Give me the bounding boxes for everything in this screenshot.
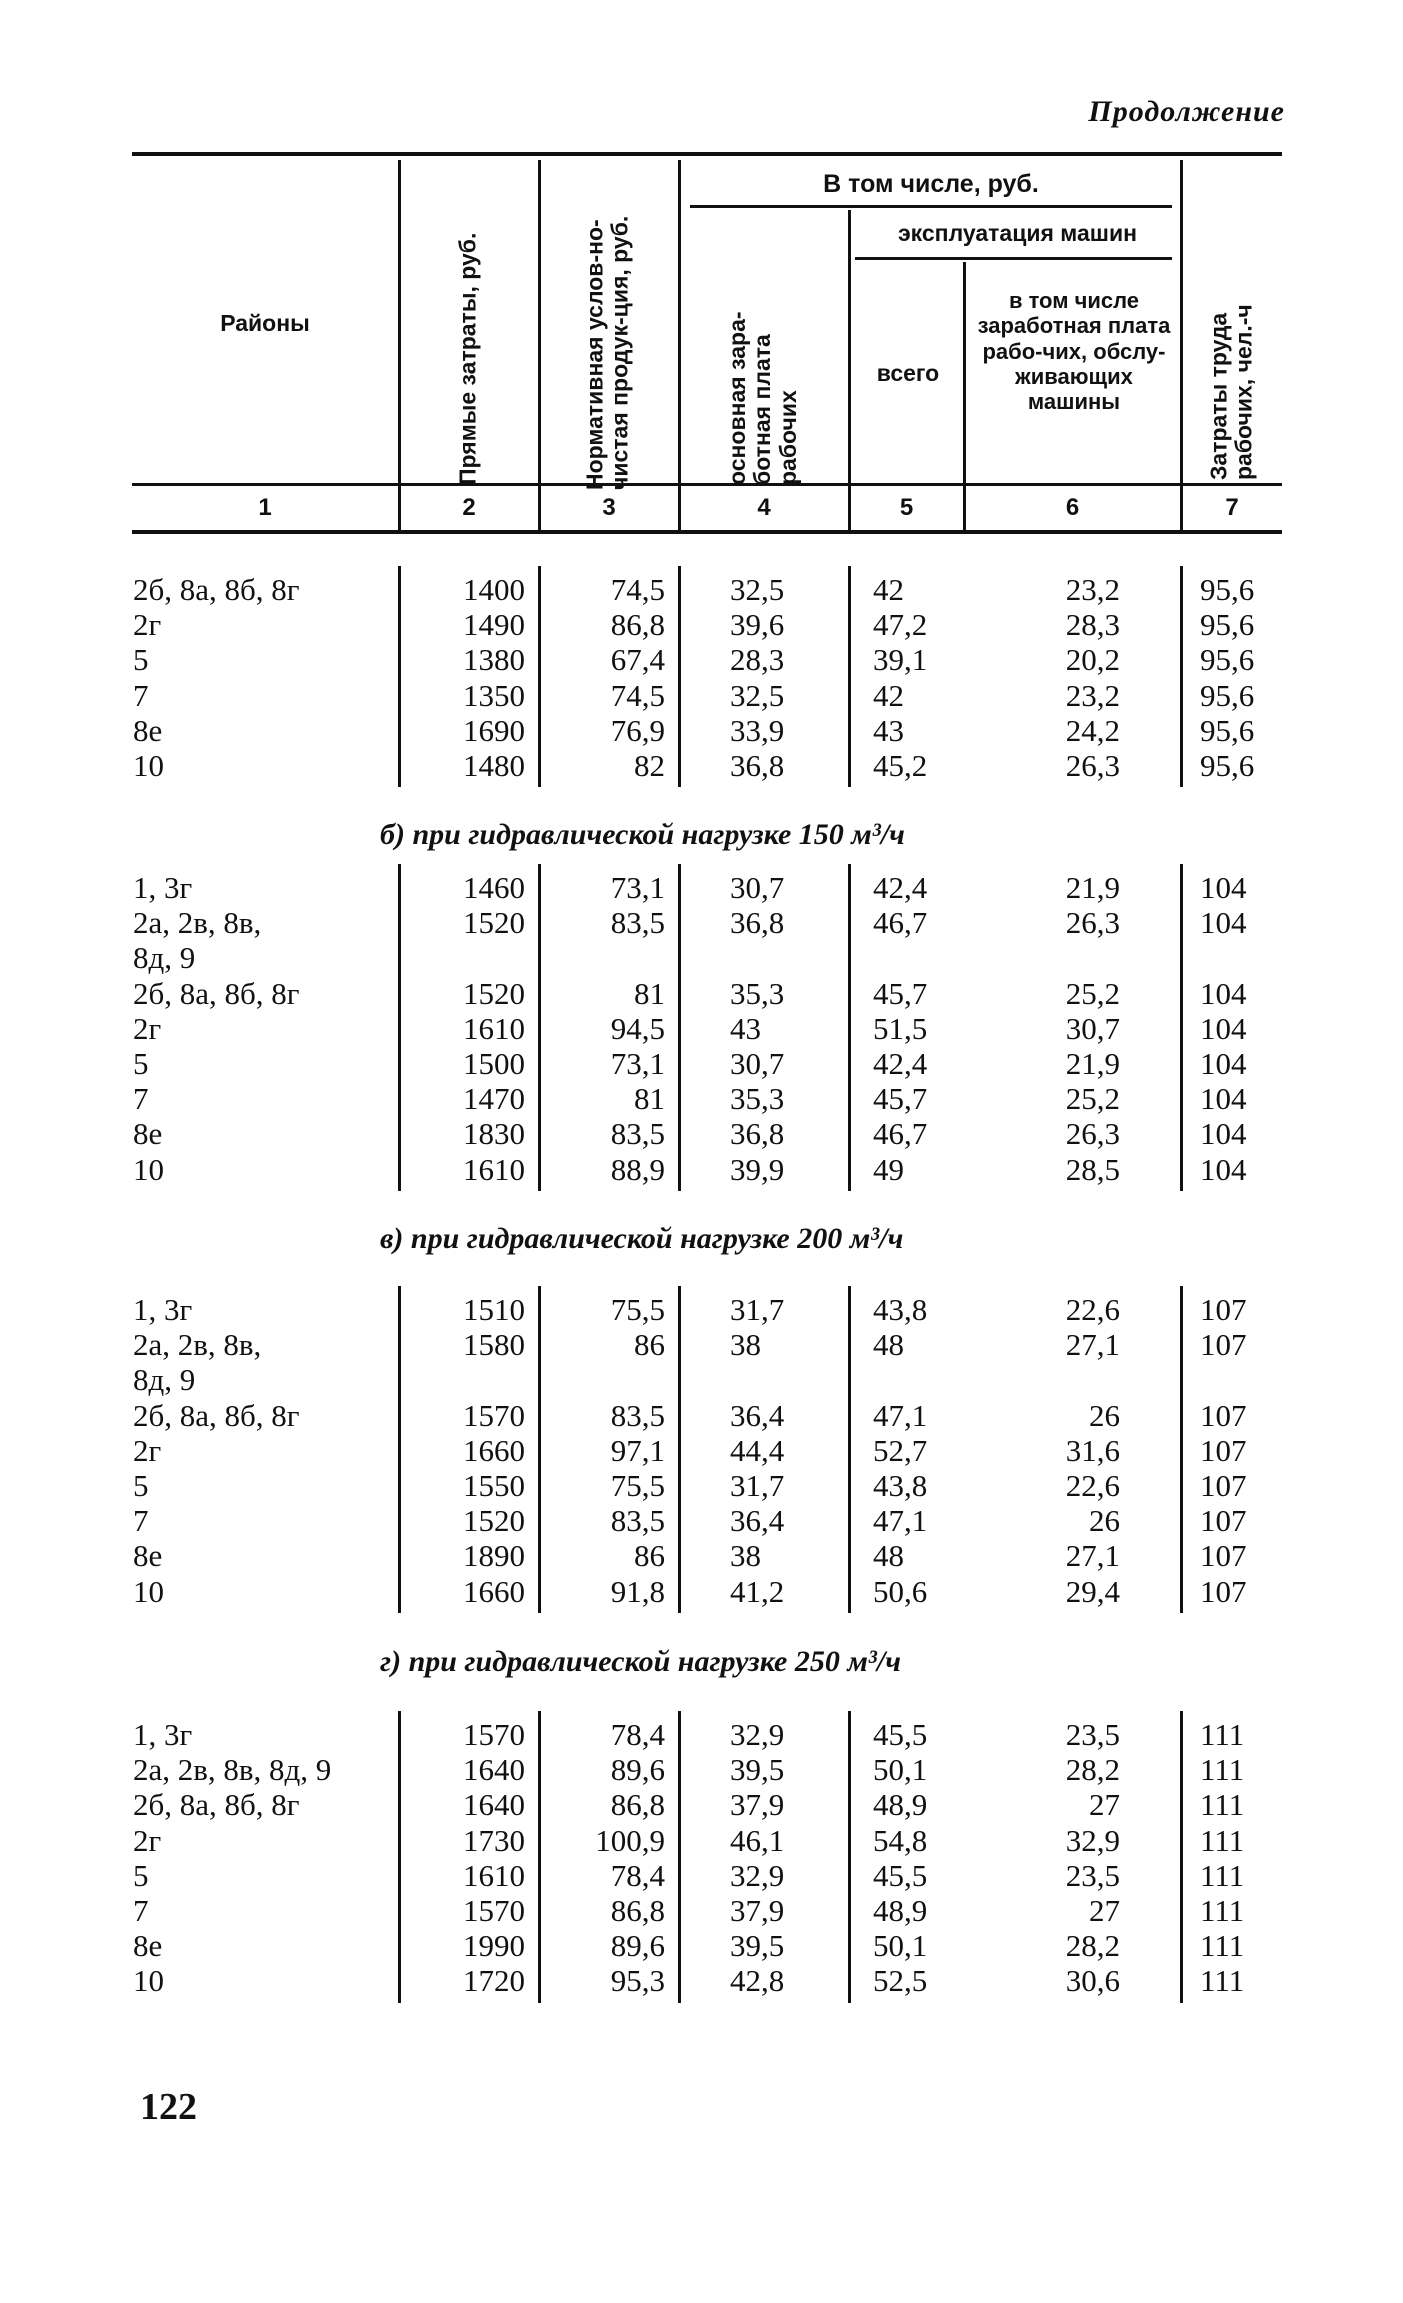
header-direct-costs: Прямые затраты, руб. bbox=[454, 232, 481, 485]
col-number: 2 bbox=[462, 494, 476, 521]
value-cell: 36,8 bbox=[730, 905, 785, 941]
value-cell: 27,1 bbox=[1065, 1327, 1120, 1363]
value-cell: 1520 bbox=[463, 905, 525, 941]
value-cell: 1610 bbox=[463, 1857, 525, 1893]
value-cell: 1510 bbox=[463, 1292, 525, 1327]
value-cell: 78,4 bbox=[610, 1717, 665, 1752]
header-bottom-rule bbox=[132, 483, 1282, 486]
value-cell: 1580 bbox=[463, 1327, 525, 1363]
header-districts: Районы bbox=[220, 310, 310, 336]
district-cell: 8е bbox=[133, 1538, 163, 1574]
header-divider bbox=[538, 160, 541, 532]
value-cell: 31,6 bbox=[1065, 1432, 1120, 1468]
district-cell: 2г bbox=[133, 1432, 162, 1468]
value-cell: 25,2 bbox=[1065, 1081, 1120, 1117]
value-cell: 36,4 bbox=[730, 1503, 785, 1539]
value-cell: 38 bbox=[730, 1538, 761, 1574]
table-row bbox=[0, 905, 1403, 940]
value-cell: 107 bbox=[1200, 1468, 1247, 1503]
value-cell: 28,5 bbox=[1065, 1151, 1120, 1187]
table-row bbox=[0, 940, 1403, 975]
header-divider bbox=[963, 262, 966, 532]
value-cell: 22,6 bbox=[1065, 1292, 1120, 1327]
table-top-rule bbox=[132, 152, 1282, 156]
value-cell: 30,7 bbox=[730, 1046, 785, 1081]
value-cell: 1520 bbox=[463, 975, 525, 1011]
value-cell: 107 bbox=[1200, 1432, 1247, 1468]
value-cell: 88,9 bbox=[610, 1151, 665, 1187]
value-cell: 36,4 bbox=[730, 1397, 785, 1433]
value-cell: 52,5 bbox=[873, 1963, 928, 1999]
value-cell: 23,2 bbox=[1065, 677, 1120, 713]
table-row bbox=[0, 1152, 1403, 1187]
value-cell: 74,5 bbox=[610, 572, 665, 607]
value-cell: 32,9 bbox=[730, 1717, 785, 1752]
value-cell: 91,8 bbox=[610, 1573, 665, 1609]
value-cell: 46,1 bbox=[730, 1822, 785, 1858]
value-cell: 46,7 bbox=[873, 905, 928, 941]
value-cell: 111 bbox=[1200, 1857, 1245, 1893]
value-cell: 37,9 bbox=[730, 1787, 785, 1823]
value-cell: 42,8 bbox=[730, 1963, 785, 1999]
header-total: всего bbox=[876, 360, 940, 386]
value-cell: 95,6 bbox=[1200, 748, 1255, 783]
district-cell: 2а, 2в, 8в, bbox=[133, 905, 262, 941]
district-cell: 8д, 9 bbox=[133, 1362, 196, 1398]
district-cell: 1, 3г bbox=[133, 1717, 193, 1752]
district-cell: 2б, 8а, 8б, 8г bbox=[133, 572, 300, 607]
value-cell: 43,8 bbox=[873, 1468, 928, 1503]
table-row bbox=[0, 1362, 1403, 1397]
value-cell: 26,3 bbox=[1065, 1116, 1120, 1152]
value-cell: 45,5 bbox=[873, 1857, 928, 1893]
header-base-wage: основная зара-ботная плата рабочих bbox=[724, 311, 801, 485]
table-row bbox=[0, 1433, 1403, 1468]
value-cell: 104 bbox=[1200, 1081, 1247, 1117]
value-cell: 23,5 bbox=[1065, 1717, 1120, 1752]
district-cell: 5 bbox=[133, 642, 149, 678]
district-cell: 2г bbox=[133, 1010, 162, 1046]
value-cell: 86 bbox=[634, 1327, 665, 1363]
value-cell: 83,5 bbox=[610, 1503, 665, 1539]
value-cell: 111 bbox=[1200, 1717, 1245, 1752]
value-cell: 50,1 bbox=[873, 1928, 928, 1964]
continuation-label: Продолжение bbox=[1088, 95, 1285, 128]
table-row bbox=[0, 748, 1403, 783]
col-number: 6 bbox=[1065, 494, 1080, 521]
value-cell: 86,8 bbox=[610, 607, 665, 643]
numbers-bottom-rule bbox=[132, 530, 1282, 534]
district-cell: 1, 3г bbox=[133, 1292, 193, 1327]
value-cell: 36,8 bbox=[730, 748, 785, 783]
header-group: В том числе, руб. bbox=[823, 170, 1039, 198]
col-number: 5 bbox=[899, 494, 914, 521]
subgroup-rule bbox=[855, 257, 1172, 260]
district-cell: 2г bbox=[133, 1822, 162, 1858]
value-cell: 54,8 bbox=[873, 1822, 928, 1858]
table-row bbox=[0, 976, 1403, 1011]
table-row bbox=[0, 713, 1403, 748]
value-cell: 1380 bbox=[463, 642, 525, 678]
value-cell: 1460 bbox=[463, 870, 525, 905]
district-cell: 10 bbox=[133, 1573, 164, 1609]
value-cell: 32,9 bbox=[1065, 1822, 1120, 1858]
table-row bbox=[0, 1011, 1403, 1046]
district-cell: 2а, 2в, 8в, bbox=[133, 1327, 262, 1363]
value-cell: 95,6 bbox=[1200, 572, 1255, 607]
value-cell: 1610 bbox=[463, 1151, 525, 1187]
value-cell: 1570 bbox=[463, 1397, 525, 1433]
value-cell: 42 bbox=[873, 677, 904, 713]
value-cell: 1610 bbox=[463, 1010, 525, 1046]
page-number: 122 bbox=[140, 2086, 197, 2128]
district-cell: 8е bbox=[133, 712, 163, 748]
value-cell: 26 bbox=[1089, 1397, 1120, 1433]
value-cell: 41,2 bbox=[730, 1573, 785, 1609]
value-cell: 1570 bbox=[463, 1717, 525, 1752]
value-cell: 1990 bbox=[463, 1928, 525, 1964]
value-cell: 35,3 bbox=[730, 1081, 785, 1117]
district-cell: 7 bbox=[133, 1081, 149, 1117]
value-cell: 36,8 bbox=[730, 1116, 785, 1152]
col-number: 7 bbox=[1225, 494, 1239, 521]
value-cell: 100,9 bbox=[595, 1822, 665, 1858]
district-cell: 2б, 8а, 8б, 8г bbox=[133, 1787, 300, 1823]
value-cell: 1890 bbox=[463, 1538, 525, 1574]
value-cell: 95,6 bbox=[1200, 712, 1255, 748]
value-cell: 31,7 bbox=[730, 1292, 785, 1327]
value-cell: 1730 bbox=[463, 1822, 525, 1858]
value-cell: 73,1 bbox=[610, 870, 665, 905]
value-cell: 1640 bbox=[463, 1752, 525, 1788]
value-cell: 111 bbox=[1200, 1787, 1245, 1823]
value-cell: 27 bbox=[1089, 1787, 1120, 1823]
value-cell: 38 bbox=[730, 1327, 761, 1363]
value-cell: 1490 bbox=[463, 607, 525, 643]
table-row bbox=[0, 1081, 1403, 1116]
section-title-v: в) при гидравлической нагрузке 200 м³/ч bbox=[380, 1222, 904, 1255]
table-row bbox=[0, 1046, 1403, 1081]
district-cell: 10 bbox=[133, 748, 164, 783]
value-cell: 22,6 bbox=[1065, 1468, 1120, 1503]
value-cell: 35,3 bbox=[730, 975, 785, 1011]
value-cell: 50,6 bbox=[873, 1573, 928, 1609]
value-cell: 31,7 bbox=[730, 1468, 785, 1503]
value-cell: 20,2 bbox=[1065, 642, 1120, 678]
district-cell: 7 bbox=[133, 1503, 149, 1539]
header-divider bbox=[1180, 160, 1183, 532]
value-cell: 32,5 bbox=[730, 572, 785, 607]
value-cell: 48,9 bbox=[873, 1787, 928, 1823]
district-cell: 1, 3г bbox=[133, 870, 193, 905]
value-cell: 111 bbox=[1200, 1822, 1245, 1858]
table-row bbox=[0, 1574, 1403, 1609]
table-row bbox=[0, 1116, 1403, 1151]
value-cell: 23,5 bbox=[1065, 1857, 1120, 1893]
value-cell: 104 bbox=[1200, 1010, 1247, 1046]
table-row bbox=[0, 678, 1403, 713]
value-cell: 78,4 bbox=[610, 1857, 665, 1893]
district-cell: 2б, 8а, 8б, 8г bbox=[133, 1397, 300, 1433]
header-machine-operation: эксплуатация машин bbox=[897, 220, 1138, 246]
table-row bbox=[0, 572, 1403, 607]
value-cell: 95,6 bbox=[1200, 607, 1255, 643]
value-cell: 42,4 bbox=[873, 870, 928, 905]
value-cell: 39,9 bbox=[730, 1151, 785, 1187]
value-cell: 107 bbox=[1200, 1538, 1247, 1574]
value-cell: 104 bbox=[1200, 975, 1247, 1011]
table-row bbox=[0, 870, 1403, 905]
table-row bbox=[0, 1823, 1403, 1858]
value-cell: 26 bbox=[1089, 1503, 1120, 1539]
value-cell: 39,5 bbox=[730, 1928, 785, 1964]
value-cell: 111 bbox=[1200, 1893, 1245, 1928]
value-cell: 111 bbox=[1200, 1963, 1245, 1999]
value-cell: 45,7 bbox=[873, 975, 928, 1011]
value-cell: 28,2 bbox=[1065, 1928, 1120, 1964]
value-cell: 89,6 bbox=[610, 1752, 665, 1788]
table-row bbox=[0, 1752, 1403, 1787]
value-cell: 83,5 bbox=[610, 1397, 665, 1433]
table-row bbox=[0, 1963, 1403, 1998]
value-cell: 50,1 bbox=[873, 1752, 928, 1788]
district-cell: 10 bbox=[133, 1963, 164, 1999]
value-cell: 42 bbox=[873, 572, 904, 607]
value-cell: 32,9 bbox=[730, 1857, 785, 1893]
value-cell: 95,3 bbox=[610, 1963, 665, 1999]
district-cell: 7 bbox=[133, 677, 149, 713]
value-cell: 1690 bbox=[463, 712, 525, 748]
table-row bbox=[0, 1893, 1403, 1928]
value-cell: 74,5 bbox=[610, 677, 665, 713]
value-cell: 67,4 bbox=[610, 642, 665, 678]
value-cell: 95,6 bbox=[1200, 677, 1255, 713]
value-cell: 48,9 bbox=[873, 1893, 928, 1928]
value-cell: 111 bbox=[1200, 1928, 1245, 1964]
section-title-b: б) при гидравлической нагрузке 150 м³/ч bbox=[380, 818, 905, 851]
table-row bbox=[0, 1717, 1403, 1752]
value-cell: 26,3 bbox=[1065, 748, 1120, 783]
value-cell: 30,7 bbox=[730, 870, 785, 905]
value-cell: 95,6 bbox=[1200, 642, 1255, 678]
header-divider bbox=[848, 210, 851, 532]
value-cell: 45,5 bbox=[873, 1717, 928, 1752]
value-cell: 1480 bbox=[463, 748, 525, 783]
value-cell: 83,5 bbox=[610, 905, 665, 941]
value-cell: 94,5 bbox=[610, 1010, 665, 1046]
table-row bbox=[0, 1327, 1403, 1362]
table-row bbox=[0, 1398, 1403, 1433]
value-cell: 52,7 bbox=[873, 1432, 928, 1468]
value-cell: 27,1 bbox=[1065, 1538, 1120, 1574]
value-cell: 46,7 bbox=[873, 1116, 928, 1152]
value-cell: 107 bbox=[1200, 1397, 1247, 1433]
table-row bbox=[0, 607, 1403, 642]
value-cell: 30,7 bbox=[1065, 1010, 1120, 1046]
header-labor: Затраты труда рабочих, чел.-ч bbox=[1205, 304, 1257, 480]
value-cell: 45,7 bbox=[873, 1081, 928, 1117]
table-row bbox=[0, 1292, 1403, 1327]
value-cell: 81 bbox=[634, 1081, 665, 1117]
value-cell: 86,8 bbox=[610, 1893, 665, 1928]
district-cell: 8е bbox=[133, 1928, 163, 1964]
value-cell: 104 bbox=[1200, 1116, 1247, 1152]
value-cell: 47,2 bbox=[873, 607, 928, 643]
value-cell: 82 bbox=[634, 748, 665, 783]
district-cell: 5 bbox=[133, 1468, 149, 1503]
value-cell: 43 bbox=[873, 712, 904, 748]
value-cell: 51,5 bbox=[873, 1010, 928, 1046]
value-cell: 107 bbox=[1200, 1503, 1247, 1539]
value-cell: 104 bbox=[1200, 1151, 1247, 1187]
value-cell: 28,2 bbox=[1065, 1752, 1120, 1788]
value-cell: 39,1 bbox=[873, 642, 928, 678]
value-cell: 1520 bbox=[463, 1503, 525, 1539]
value-cell: 39,6 bbox=[730, 607, 785, 643]
header-divider bbox=[678, 160, 681, 532]
header-net-product: Нормативная услов-но-чистая продук-ция, руб. bbox=[581, 215, 633, 490]
group-rule bbox=[690, 205, 1172, 208]
value-cell: 89,6 bbox=[610, 1928, 665, 1964]
value-cell: 21,9 bbox=[1065, 870, 1120, 905]
value-cell: 42,4 bbox=[873, 1046, 928, 1081]
header-machine-wage: в том числе заработная плата рабо-чих, обслу-живающих машины bbox=[977, 288, 1171, 415]
value-cell: 75,5 bbox=[610, 1292, 665, 1327]
value-cell: 27 bbox=[1089, 1893, 1120, 1928]
district-cell: 2б, 8а, 8б, 8г bbox=[133, 975, 300, 1011]
table-row bbox=[0, 1538, 1403, 1573]
value-cell: 75,5 bbox=[610, 1468, 665, 1503]
table-row bbox=[0, 1468, 1403, 1503]
value-cell: 26,3 bbox=[1065, 905, 1120, 941]
value-cell: 104 bbox=[1200, 870, 1247, 905]
value-cell: 1350 bbox=[463, 677, 525, 713]
value-cell: 86,8 bbox=[610, 1787, 665, 1823]
value-cell: 107 bbox=[1200, 1292, 1247, 1327]
district-cell: 5 bbox=[133, 1046, 149, 1081]
value-cell: 48 bbox=[873, 1327, 904, 1363]
value-cell: 47,1 bbox=[873, 1503, 928, 1539]
value-cell: 104 bbox=[1200, 1046, 1247, 1081]
value-cell: 104 bbox=[1200, 905, 1247, 941]
value-cell: 86 bbox=[634, 1538, 665, 1574]
value-cell: 48 bbox=[873, 1538, 904, 1574]
table-row bbox=[0, 1503, 1403, 1538]
value-cell: 1500 bbox=[463, 1046, 525, 1081]
value-cell: 45,2 bbox=[873, 748, 928, 783]
value-cell: 28,3 bbox=[730, 642, 785, 678]
value-cell: 1660 bbox=[463, 1432, 525, 1468]
value-cell: 43 bbox=[730, 1010, 761, 1046]
district-cell: 7 bbox=[133, 1893, 149, 1928]
value-cell: 23,2 bbox=[1065, 572, 1120, 607]
value-cell: 1400 bbox=[463, 572, 525, 607]
value-cell: 37,9 bbox=[730, 1893, 785, 1928]
value-cell: 1570 bbox=[463, 1893, 525, 1928]
value-cell: 1660 bbox=[463, 1573, 525, 1609]
value-cell: 107 bbox=[1200, 1573, 1247, 1609]
value-cell: 83,5 bbox=[610, 1116, 665, 1152]
value-cell: 97,1 bbox=[610, 1432, 665, 1468]
district-cell: 2а, 2в, 8в, 8д, 9 bbox=[133, 1752, 332, 1788]
value-cell: 33,9 bbox=[730, 712, 785, 748]
value-cell: 111 bbox=[1200, 1752, 1245, 1788]
district-cell: 8е bbox=[133, 1116, 163, 1152]
value-cell: 1720 bbox=[463, 1963, 525, 1999]
value-cell: 1640 bbox=[463, 1787, 525, 1823]
district-cell: 2г bbox=[133, 607, 162, 643]
value-cell: 81 bbox=[634, 975, 665, 1011]
value-cell: 24,2 bbox=[1065, 712, 1120, 748]
value-cell: 1830 bbox=[463, 1116, 525, 1152]
value-cell: 49 bbox=[873, 1151, 904, 1187]
value-cell: 44,4 bbox=[730, 1432, 785, 1468]
value-cell: 29,4 bbox=[1065, 1573, 1120, 1609]
value-cell: 76,9 bbox=[610, 712, 665, 748]
value-cell: 21,9 bbox=[1065, 1046, 1120, 1081]
table-row bbox=[0, 1928, 1403, 1963]
value-cell: 39,5 bbox=[730, 1752, 785, 1788]
value-cell: 30,6 bbox=[1065, 1963, 1120, 1999]
section-title-g: г) при гидравлической нагрузке 250 м³/ч bbox=[380, 1645, 902, 1678]
value-cell: 43,8 bbox=[873, 1292, 928, 1327]
value-cell: 73,1 bbox=[610, 1046, 665, 1081]
district-cell: 5 bbox=[133, 1857, 149, 1893]
value-cell: 1470 bbox=[463, 1081, 525, 1117]
value-cell: 107 bbox=[1200, 1327, 1247, 1363]
value-cell: 47,1 bbox=[873, 1397, 928, 1433]
value-cell: 28,3 bbox=[1065, 607, 1120, 643]
value-cell: 1550 bbox=[463, 1468, 525, 1503]
col-number: 3 bbox=[602, 494, 616, 521]
col-number: 4 bbox=[757, 494, 771, 521]
district-cell: 10 bbox=[133, 1151, 164, 1187]
value-cell: 32,5 bbox=[730, 677, 785, 713]
district-cell: 8д, 9 bbox=[133, 940, 196, 976]
table-row bbox=[0, 1858, 1403, 1893]
header-divider bbox=[398, 160, 401, 532]
table-row bbox=[0, 1787, 1403, 1822]
value-cell: 25,2 bbox=[1065, 975, 1120, 1011]
col-number: 1 bbox=[258, 494, 272, 521]
table-row bbox=[0, 642, 1403, 677]
